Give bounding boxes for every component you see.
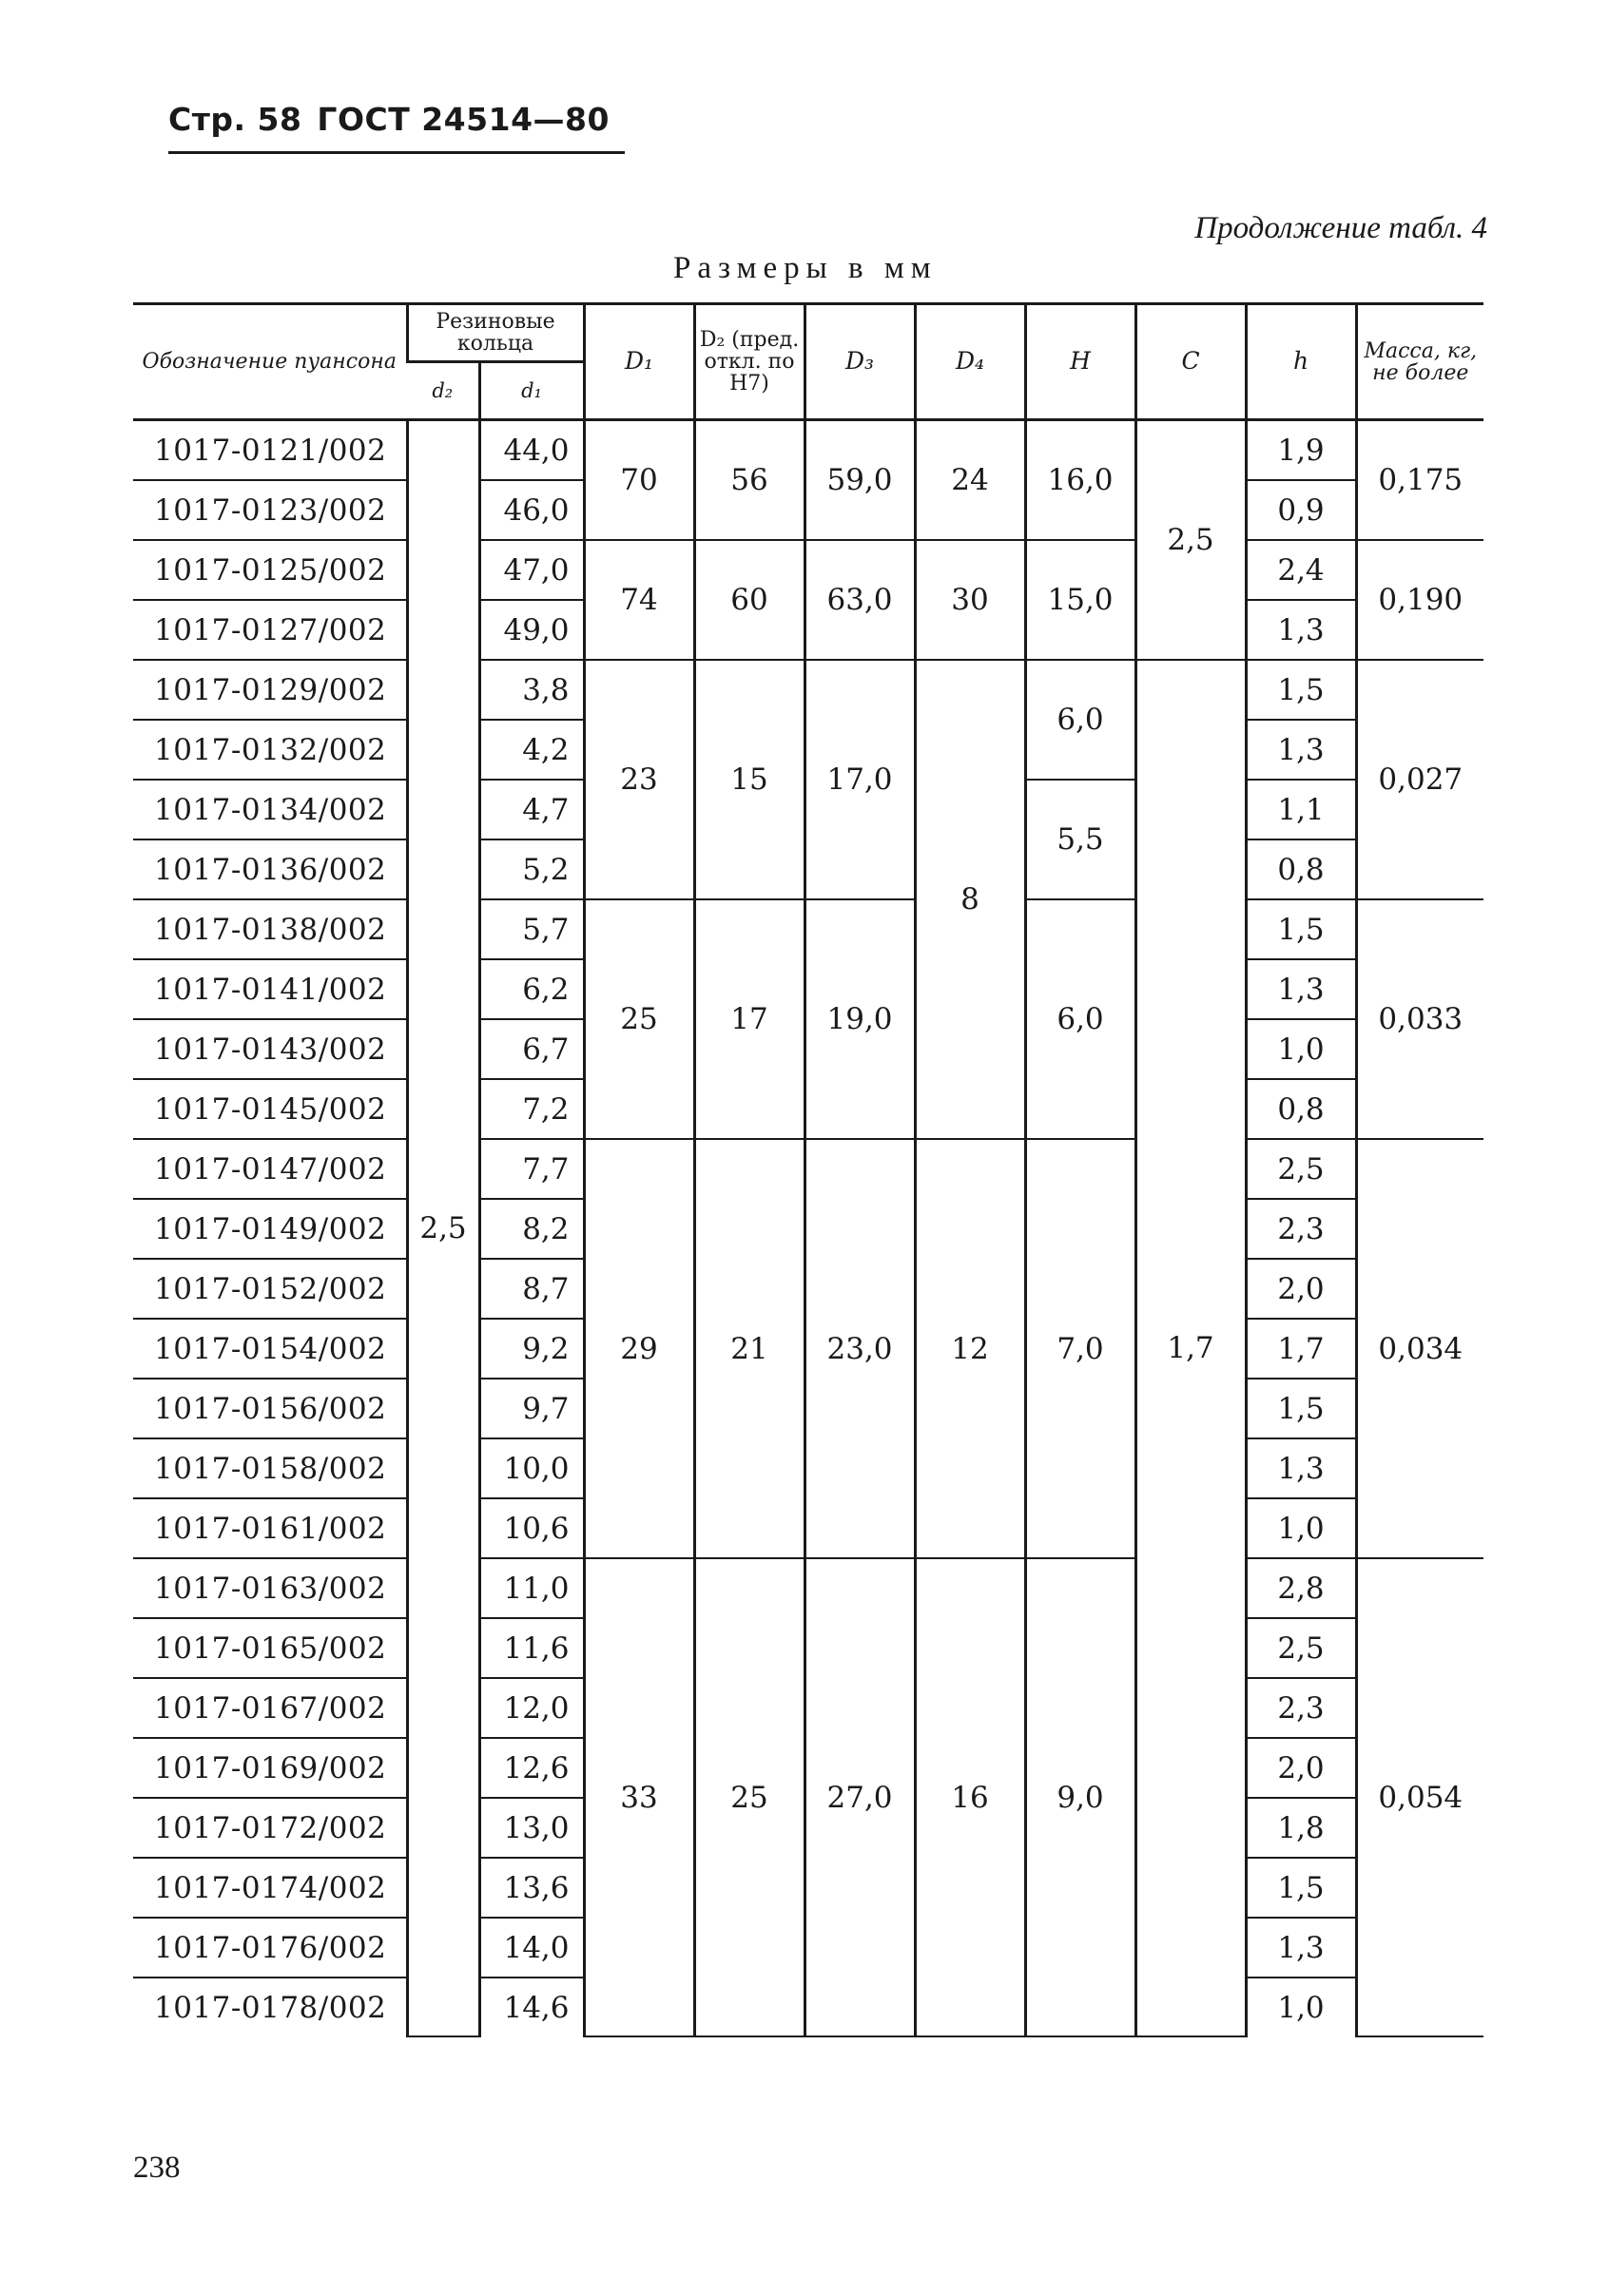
cell-d1: 6,2 xyxy=(479,959,584,1019)
cell-H: 16,0 xyxy=(1025,420,1135,541)
cell-d1: 44,0 xyxy=(479,420,584,481)
cell-h: 1,3 xyxy=(1246,600,1356,660)
cell-D1: 25 xyxy=(584,899,694,1139)
cell-D3: 23,0 xyxy=(804,1139,915,1558)
cell-designation: 1017-0134/002 xyxy=(133,780,407,839)
cell-d1: 11,0 xyxy=(479,1558,584,1618)
cell-H: 5,5 xyxy=(1025,780,1135,899)
cell-designation: 1017-0176/002 xyxy=(133,1918,407,1978)
cell-D1: 23 xyxy=(584,660,694,899)
cell-d1: 6,7 xyxy=(479,1019,584,1079)
cell-designation: 1017-0178/002 xyxy=(154,1990,387,2025)
cell-d1: 14,6 xyxy=(479,1978,584,2036)
header-D1: D₁ xyxy=(584,304,694,420)
cell-D4: 24 xyxy=(915,420,1025,541)
cell-d1: 12,0 xyxy=(479,1678,584,1738)
dimensions-note: Размеры в мм xyxy=(673,251,938,285)
cell-h: 2,5 xyxy=(1246,1139,1356,1199)
cell-d1: 46,0 xyxy=(479,480,584,540)
cell-C: 1,7 xyxy=(1135,660,1246,2036)
cell-d2: 2,5 xyxy=(407,420,479,2037)
cell-h: 1,7 xyxy=(1246,1319,1356,1379)
cell-D4: 16 xyxy=(915,1558,1025,2036)
cell-designation: 1017-0147/002 xyxy=(133,1139,407,1199)
cell-D3: 17,0 xyxy=(804,660,915,899)
cell-d1: 7,2 xyxy=(479,1079,584,1139)
cell-designation: 1017-0149/002 xyxy=(133,1199,407,1259)
cell-d1: 49,0 xyxy=(479,600,584,660)
cell-d1: 10,6 xyxy=(479,1498,584,1558)
cell-h: 1,1 xyxy=(1246,780,1356,839)
cell-d1: 9,7 xyxy=(479,1379,584,1438)
cell-h: 2,4 xyxy=(1246,540,1356,600)
cell-d1: 7,7 xyxy=(479,1139,584,1199)
header-h: h xyxy=(1246,304,1356,420)
cell-D2: 25 xyxy=(694,1558,804,2036)
cell-h: 1,0 xyxy=(1246,1978,1356,2036)
cell-designation: 1017-0165/002 xyxy=(133,1618,407,1678)
cell-d1: 13,0 xyxy=(479,1798,584,1858)
cell-D3: 59,0 xyxy=(804,420,915,541)
cell-designation: 1017-0127/002 xyxy=(133,600,407,660)
cell-d1: 11,6 xyxy=(479,1618,584,1678)
header-designation: Обозначение пуансона xyxy=(133,304,407,420)
cell-h: 2,5 xyxy=(1246,1618,1356,1678)
cell-designation: 1017-0121/002 xyxy=(133,420,407,481)
cell-h: 1,8 xyxy=(1246,1798,1356,1858)
cell-designation: 1017-0161/002 xyxy=(133,1498,407,1558)
header-H: H xyxy=(1025,304,1135,420)
cell-designation: 1017-0169/002 xyxy=(133,1738,407,1798)
cell-designation: 1017-0158/002 xyxy=(133,1438,407,1498)
table-row xyxy=(133,540,1483,600)
cell-designation: 1017-0172/002 xyxy=(133,1798,407,1858)
table-row xyxy=(133,899,1483,959)
cell-mass: 0,033 xyxy=(1356,899,1483,1139)
punch-dimensions-table xyxy=(133,302,1483,2037)
cell-mass: 0,190 xyxy=(1356,540,1483,660)
cell-D3: 27,0 xyxy=(804,1558,915,2036)
cell-mass: 0,027 xyxy=(1356,660,1483,899)
cell-C: 2,5 xyxy=(1135,420,1246,661)
cell-D3: 63,0 xyxy=(804,540,915,660)
table-row xyxy=(133,660,1483,720)
cell-designation: 1017-0174/002 xyxy=(133,1858,407,1918)
cell-h: 1,0 xyxy=(1246,1498,1356,1558)
cell-d1: 5,2 xyxy=(479,839,584,899)
cell-d1: 5,7 xyxy=(479,899,584,959)
cell-designation: 1017-0167/002 xyxy=(133,1678,407,1738)
cell-h: 1,3 xyxy=(1246,720,1356,780)
cell-designation: 1017-0163/002 xyxy=(133,1558,407,1618)
cell-h: 1,3 xyxy=(1246,1438,1356,1498)
cell-d1: 8,7 xyxy=(479,1259,584,1319)
cell-H: 9,0 xyxy=(1025,1558,1135,2036)
table-row xyxy=(133,1139,1483,1199)
header-D3: D₃ xyxy=(804,304,915,420)
cell-D4: 8 xyxy=(915,660,1025,1139)
cell-D4: 30 xyxy=(915,540,1025,660)
cell-D2: 15 xyxy=(694,660,804,899)
cell-D3: 19,0 xyxy=(804,899,915,1139)
cell-H: 7,0 xyxy=(1025,1139,1135,1558)
cell-h: 0,8 xyxy=(1246,839,1356,899)
cell-D1: 29 xyxy=(584,1139,694,1558)
cell-h: 1,3 xyxy=(1246,959,1356,1019)
cell-D2: 60 xyxy=(694,540,804,660)
cell-designation: 1017-0125/002 xyxy=(133,540,407,600)
cell-d1: 13,6 xyxy=(479,1858,584,1918)
standard-number: ГОСТ 24514—80 xyxy=(317,101,610,138)
cell-h: 0,8 xyxy=(1246,1079,1356,1139)
cell-D2: 17 xyxy=(694,899,804,1139)
header-C: C xyxy=(1135,304,1246,420)
cell-h: 1,3 xyxy=(1246,1918,1356,1978)
cell-h: 2,0 xyxy=(1246,1738,1356,1798)
cell-designation: 1017-0141/002 xyxy=(133,959,407,1019)
header-D4: D₄ xyxy=(915,304,1025,420)
table-row xyxy=(133,420,1483,481)
cell-h: 1,0 xyxy=(1246,1019,1356,1079)
cell-h: 1,5 xyxy=(1246,1858,1356,1918)
header-rubber-rings: Резиновые кольца xyxy=(407,304,584,362)
cell-d1: 8,2 xyxy=(479,1199,584,1259)
header-d1: d₁ xyxy=(479,362,584,420)
cell-h: 0,9 xyxy=(1246,480,1356,540)
cell-D1: 74 xyxy=(584,540,694,660)
table-row xyxy=(133,1558,1483,1618)
cell-d1: 12,6 xyxy=(479,1738,584,1798)
cell-designation: 1017-0154/002 xyxy=(133,1319,407,1379)
cell-d1: 14,0 xyxy=(479,1918,584,1978)
cell-mass: 0,034 xyxy=(1356,1139,1483,1558)
cell-h: 1,5 xyxy=(1246,660,1356,720)
page-header xyxy=(168,101,625,154)
cell-d1: 4,2 xyxy=(479,720,584,780)
cell-designation: 1017-0145/002 xyxy=(133,1079,407,1139)
header-D2: D₂ (пред. откл. по H7) xyxy=(694,304,804,420)
cell-designation: 1017-0132/002 xyxy=(133,720,407,780)
cell-h: 2,0 xyxy=(1246,1259,1356,1319)
cell-d1: 9,2 xyxy=(479,1319,584,1379)
cell-h: 2,3 xyxy=(1246,1678,1356,1738)
cell-designation: 1017-0156/002 xyxy=(133,1379,407,1438)
cell-designation: 1017-0138/002 xyxy=(133,899,407,959)
cell-d1: 47,0 xyxy=(479,540,584,600)
cell-mass: 0,175 xyxy=(1356,420,1483,541)
cell-h: 2,8 xyxy=(1246,1558,1356,1618)
header-d2: d₂ xyxy=(407,362,479,420)
cell-h: 1,5 xyxy=(1246,899,1356,959)
table-continuation-note: Продолжение табл. 4 xyxy=(1194,211,1487,245)
cell-designation: 1017-0123/002 xyxy=(133,480,407,540)
cell-D2: 21 xyxy=(694,1139,804,1558)
cell-designation: 1017-0152/002 xyxy=(133,1259,407,1319)
cell-D2: 56 xyxy=(694,420,804,541)
header-mass: Масса, кг, не более xyxy=(1356,304,1483,420)
cell-h: 1,9 xyxy=(1246,420,1356,481)
cell-designation: 1017-0136/002 xyxy=(133,839,407,899)
page-number: 238 xyxy=(133,2151,181,2185)
cell-H: 6,0 xyxy=(1025,660,1135,780)
cell-h: 1,5 xyxy=(1246,1379,1356,1438)
cell-designation: 1017-0129/002 xyxy=(133,660,407,720)
cell-D4: 12 xyxy=(915,1139,1025,1558)
page-label: Стр. 58 xyxy=(168,101,302,138)
cell-H: 15,0 xyxy=(1025,540,1135,660)
cell-D1: 33 xyxy=(584,1558,694,2036)
cell-designation: 1017-0143/002 xyxy=(133,1019,407,1079)
cell-mass: 0,054 xyxy=(1356,1558,1483,2036)
cell-d1: 3,8 xyxy=(479,660,584,720)
cell-D1: 70 xyxy=(584,420,694,541)
cell-d1: 10,0 xyxy=(479,1438,584,1498)
cell-h: 2,3 xyxy=(1246,1199,1356,1259)
cell-H: 6,0 xyxy=(1025,899,1135,1139)
cell-d1: 4,7 xyxy=(479,780,584,839)
